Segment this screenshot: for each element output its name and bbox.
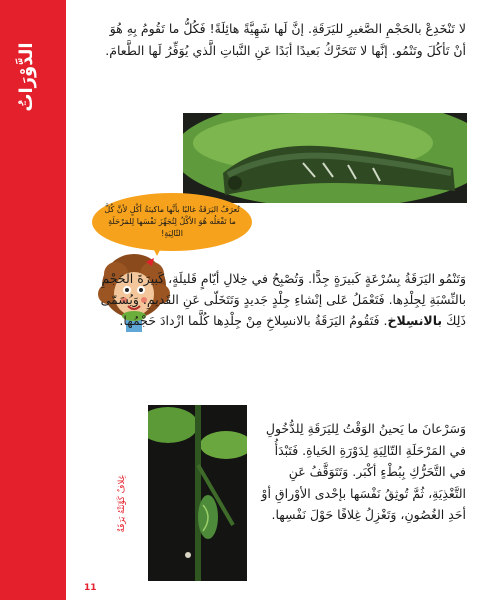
speech-bubble-text: تُعرَفُ اليَرَقَةُ غالبًا بأنَّها ماكينَةُ أكْلٍ لأنَّ كُلَّ ما تَفْعَلُه هُوَ الأكْلُ لِتُجَهِّزَ نَفْسَها لِلمَرْحَلَةِ التّالِيَةِ! — [104, 205, 240, 238]
paragraph-molting-text: وَتَنْمُو اليَرَقَةُ بِسُرْعَةٍ كَبيرَةٍ جِدًّا. وَتُصْبِحُ في خِلالِ أيّامٍ قَليلَةٍ، كَبيرَةَ الحَجْمِ بالنِّسْبَةِ لِجِلْدِها. فَتَعْمَلُ عَلى إنْشاءِ جِلْدٍ جَديدٍ وَتَتَخَلّى عَنِ القَديمِ. وَيُسَمّى ذَلِكَ — [100, 271, 466, 328]
paragraph-molting-end: . فَتَقُومُ اليَرَقَةُ بالانسِلاخِ مِنْ جِلْدِها كُلَّما ازْدادَ حَجْمُها. — [119, 313, 388, 328]
photo-caption-text: غِلافٌ كَوَّنَتْهُ يَرَقَةٌ — [117, 475, 127, 533]
paragraph-appetite: لا تَنْخَدِعْ بالحَجْمِ الصَّغيرِ لليَرَقَةِ. إنَّ لَها شَهِيَّةً هائِلَةً! فَكُلُّ ما تَقُومُ بِهِ هُوَ أنْ تَأكُلَ وتَنْمُو. إنَّها لا تَتَحَرَّكُ بَعيدًا أبَدًا عَنِ النَّباتِ الَّذي يُوَفِّرُ لَها الطَّعامَ. — [105, 21, 466, 58]
chapter-title: الدَّوْرَاتُ — [16, 42, 37, 112]
paragraph-molting — [96, 268, 466, 331]
page-number: 11 — [84, 583, 97, 593]
molting-term: بالانسِلاخ — [387, 313, 443, 328]
caterpillar-photo — [183, 113, 467, 203]
photo-caption — [67, 475, 177, 533]
paragraph-chrysalis: وَسَرْعانَ ما يَحينُ الوَقْتُ لِليَرَقَةِ لِلدُّخُولِ في المَرْحَلَةِ التّالِيَةِ لِدَوْرَةِ الحَياةِ. فَتَبْدَأُ في التَّحَرُّكِ بِبُطْءٍ أكْبَر. وَتَتَوَقَّفُ عَنِ التَّغْذِيَةِ، ثُمَّ تُوثِقُ نَفْسَها بإحْدى الأوْراقِ أوْ أحَدِ الغُصُونِ، وَتَغْزِلُ غِلافًا حَوْلَ نَفْسِها. — [261, 421, 466, 522]
